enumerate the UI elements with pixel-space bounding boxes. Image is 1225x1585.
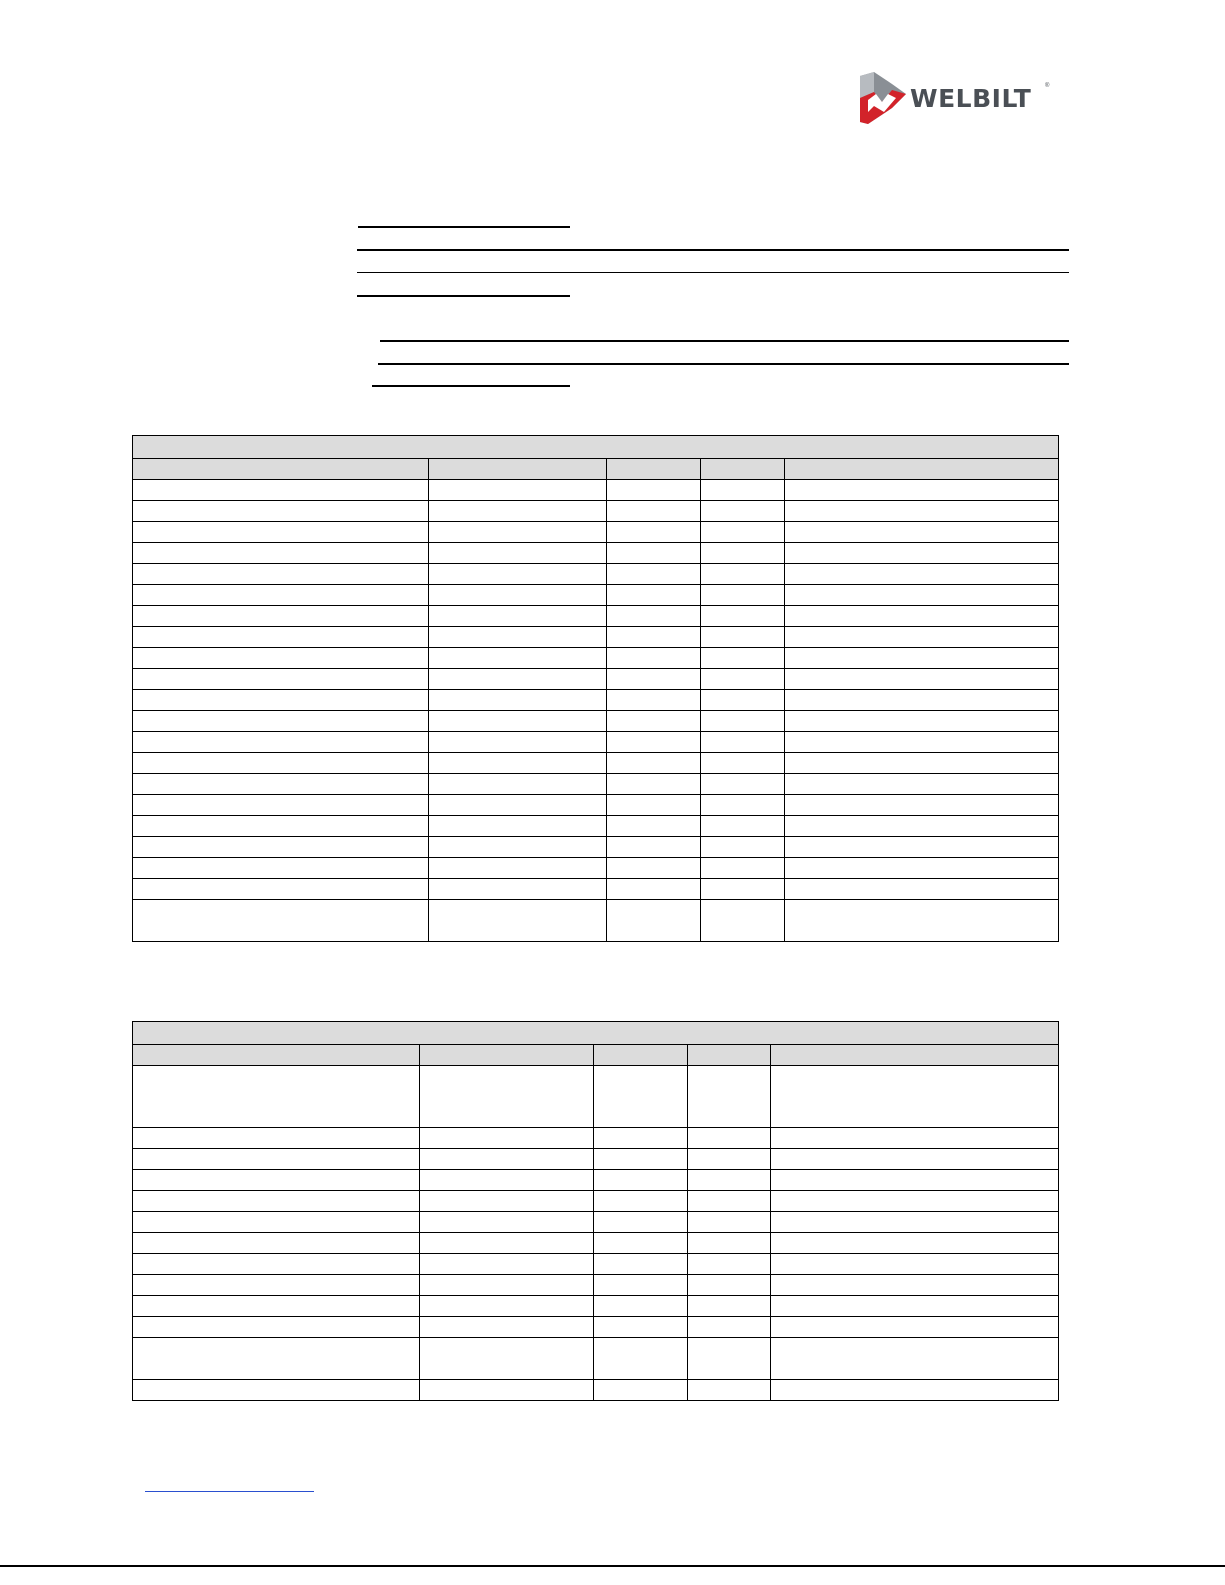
table-row [133, 795, 1059, 816]
table-row [133, 1233, 1059, 1254]
parts-table-2 [132, 1021, 1059, 1401]
table-row [133, 1254, 1059, 1275]
table-row [133, 543, 1059, 564]
table-row [133, 648, 1059, 669]
table-row [133, 753, 1059, 774]
table-row [133, 585, 1059, 606]
table-row [133, 1170, 1059, 1191]
table-row [133, 606, 1059, 627]
table-title-row [133, 1022, 1059, 1045]
table-row [133, 627, 1059, 648]
table-row [133, 1066, 1059, 1128]
form-line [372, 385, 570, 387]
table-row [133, 1317, 1059, 1338]
form-line [357, 249, 1069, 251]
table-row [133, 1275, 1059, 1296]
table-header-row [133, 1045, 1059, 1066]
table-row [133, 522, 1059, 543]
form-line [358, 226, 570, 228]
table-row [133, 732, 1059, 753]
form-line [357, 295, 570, 297]
table-row [133, 564, 1059, 585]
welbilt-logo [858, 72, 1058, 126]
form-line [380, 340, 1069, 342]
table-row [133, 1128, 1059, 1149]
table-row [133, 1149, 1059, 1170]
table-row [133, 1380, 1059, 1401]
registered-mark: ® [1045, 83, 1050, 89]
table-row [133, 690, 1059, 711]
table-row [133, 1212, 1059, 1233]
table-row [133, 879, 1059, 900]
welbilt-logo-icon [858, 72, 908, 126]
table-row [133, 1338, 1059, 1380]
table-row [133, 669, 1059, 690]
table-row [133, 1191, 1059, 1212]
table-row [133, 501, 1059, 522]
table-header-row [133, 459, 1059, 480]
form-line [378, 363, 1069, 365]
table-row [133, 711, 1059, 732]
footer-link-underline[interactable] [145, 1491, 314, 1492]
table-row [133, 774, 1059, 795]
table-row [133, 858, 1059, 879]
footer-rule [0, 1565, 1225, 1567]
table-row [133, 900, 1059, 942]
table-row [133, 816, 1059, 837]
form-line [357, 272, 1069, 273]
table-title-row [133, 436, 1059, 459]
parts-table-1 [132, 435, 1059, 942]
table-row [133, 1296, 1059, 1317]
table-row [133, 837, 1059, 858]
table-row [133, 480, 1059, 501]
welbilt-logo-text: WELBILT [910, 84, 1032, 113]
